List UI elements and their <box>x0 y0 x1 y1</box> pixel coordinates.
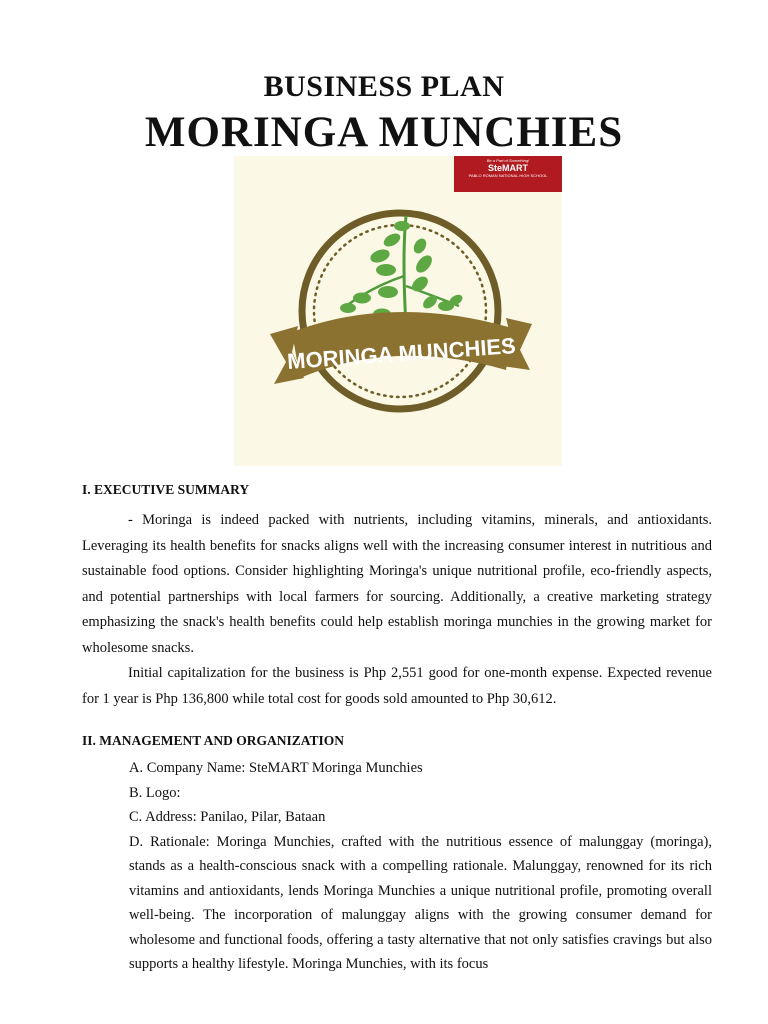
product-title: MORINGA MUNCHIES <box>144 109 624 156</box>
management-list <box>129 756 712 977</box>
summary-paragraph: Initial capitalization for the business is Php 2,551 good for one-month expense. Expected revenue for 1 year is Php 136,800 while total cost for goods sold amounted to Php 30,612. <box>82 665 712 707</box>
document-title: BUSINESS PLAN <box>263 70 505 103</box>
list-item: B. Logo: <box>129 784 181 801</box>
section-heading: II. MANAGEMENT AND ORGANIZATION <box>82 733 345 748</box>
badge-brand: SteMART <box>488 163 528 173</box>
badge-school: PABLO ROMAN NATIONAL HIGH SCHOOL <box>468 173 548 178</box>
logo-banner-text: MORINGA MUNCHIES <box>286 333 517 374</box>
logo-image <box>234 156 562 466</box>
section-heading: I. EXECUTIVE SUMMARY <box>82 482 250 497</box>
moringa-logo-icon <box>234 156 562 466</box>
badge-tagline: Be a Part of Something! <box>486 158 530 163</box>
list-item: A. Company Name: SteMART Moringa Munchies <box>129 760 423 776</box>
section-executive-summary <box>82 482 712 712</box>
list-item: D. Rationale: Moringa Munchies, crafted with the nutritious essence of malunggay (moringa), stands as a health-conscious snack with a compelling rationale. Malunggay, renowned for its rich vitamins and antioxidants, lends Moringa Munchies a unique nutritional profile, promoting overall well-being. The incorporation of malunggay aligns with the growing consumer demand for wholesome and functional foods, offering a tasty alternative that not only satisfies cravings but also supports a healthy lifestyle. Moringa Munchies, with its focus <box>129 833 712 972</box>
stemart-badge <box>454 156 562 192</box>
section-management-heading <box>82 733 712 749</box>
list-item: C. Address: Panilao, Pilar, Bataan <box>129 809 326 825</box>
summary-paragraph: - Moringa is indeed packed with nutrients, including vitamins, minerals, and antioxidants. Leveraging its health benefits for snacks aligns well with the increasing consumer interest in nutritious and sustainable food options. Consider highlighting Moringa's unique nutritional profile, eco-friendly aspects, and potential partnerships with local farmers for sourcing. Additionally, a creative marketing strategy emphasizing the snack's health benefits could help establish moringa munchies in the growing market for wholesome snacks. <box>82 512 712 656</box>
